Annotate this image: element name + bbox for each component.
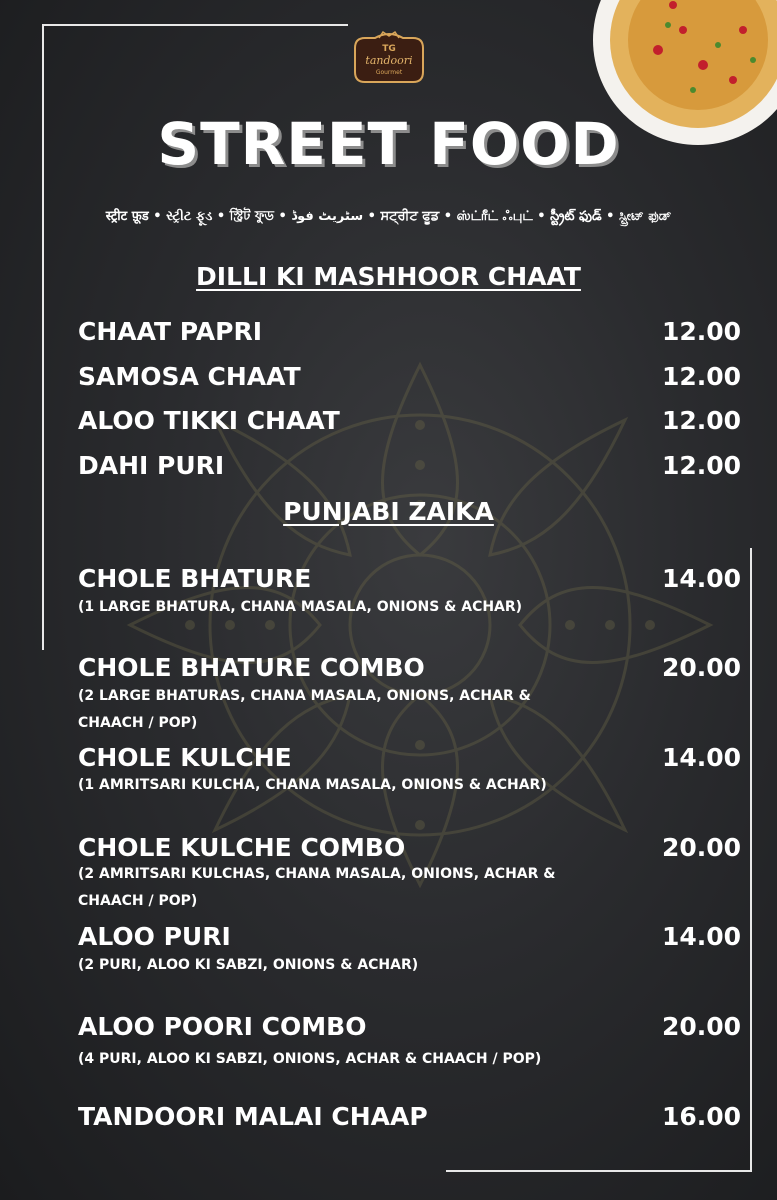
menu-item-name: SAMOSA CHAAT	[78, 362, 301, 391]
menu-item-price: 14.00	[662, 922, 742, 951]
menu-item-price: 20.00	[662, 653, 742, 682]
menu-item-price: 12.00	[662, 406, 742, 435]
menu-item-price: 12.00	[662, 451, 742, 480]
menu-item-name: ALOO TIKKI CHAAT	[78, 406, 340, 435]
menu-item-name: CHAAT PAPRI	[78, 317, 263, 346]
menu-item-price: 14.00	[662, 564, 742, 593]
multilingual-subtitle: स्ट्रीट फ़ूड • સ્ટ્રીટ ફૂડ • স্ট্রিট ফুড • سٹریٹ فوڈ • ਸਟ੍ਰੀਟ ਫੂਡ • ஸ்ட்ரீட் ஃபுட் • స్ట్రీట్ ఫుడ్ • ಸ್ಟ್ರೀಟ್ ಫುಡ್	[105, 209, 672, 224]
tandoori-gourmet-logo	[349, 30, 429, 86]
menu-item-name: TANDOORI MALAI CHAAP	[78, 1102, 428, 1131]
logo-monogram: TG	[382, 44, 396, 54]
frame-line-bottom	[446, 1170, 752, 1172]
menu-item-price: 16.00	[662, 1102, 742, 1131]
menu-item-price: 20.00	[662, 1012, 742, 1041]
menu-item-description: (1 AMRITSARI KULCHA, CHANA MASALA, ONIONS & ACHAR)	[78, 777, 547, 793]
section-heading-dilli-chaat: DILLI KI MASHHOOR CHAAT	[196, 262, 581, 291]
menu-item-description: (2 LARGE BHATURAS, CHANA MASALA, ONIONS, ACHAR & CHAACH / POP)	[78, 688, 531, 731]
frame-line-right	[750, 548, 752, 1172]
frame-line-top	[42, 24, 348, 26]
menu-item-price: 20.00	[662, 833, 742, 862]
menu-item-name: DAHI PURI	[78, 451, 225, 480]
menu-item-description: (2 AMRITSARI KULCHAS, CHANA MASALA, ONIONS, ACHAR & CHAACH / POP)	[78, 866, 556, 909]
menu-item-name: ALOO POORI COMBO	[78, 1012, 367, 1041]
menu-item-description: (1 LARGE BHATURA, CHANA MASALA, ONIONS & ACHAR)	[78, 599, 523, 615]
logo-name: tandoori	[365, 54, 413, 67]
menu-item-name: CHOLE BHATURE	[78, 564, 312, 593]
menu-item-name: CHOLE KULCHE COMBO	[78, 833, 406, 862]
menu-item-name: CHOLE BHATURE COMBO	[78, 653, 425, 682]
page-title: STREET FOOD	[157, 110, 620, 178]
menu-item-name: CHOLE KULCHE	[78, 743, 292, 772]
menu-item-description: (4 PURI, ALOO KI SABZI, ONIONS, ACHAR & CHAACH / POP)	[78, 1051, 542, 1067]
menu-item-price: 14.00	[662, 743, 742, 772]
logo-subtitle: Gourmet	[375, 69, 403, 76]
menu-item-name: ALOO PURI	[78, 922, 231, 951]
menu-item-price: 12.00	[662, 317, 742, 346]
menu-item-price: 12.00	[662, 362, 742, 391]
section-heading-punjabi-zaika: PUNJABI ZAIKA	[283, 497, 494, 526]
menu-item-description: (2 PURI, ALOO KI SABZI, ONIONS & ACHAR)	[78, 957, 419, 973]
